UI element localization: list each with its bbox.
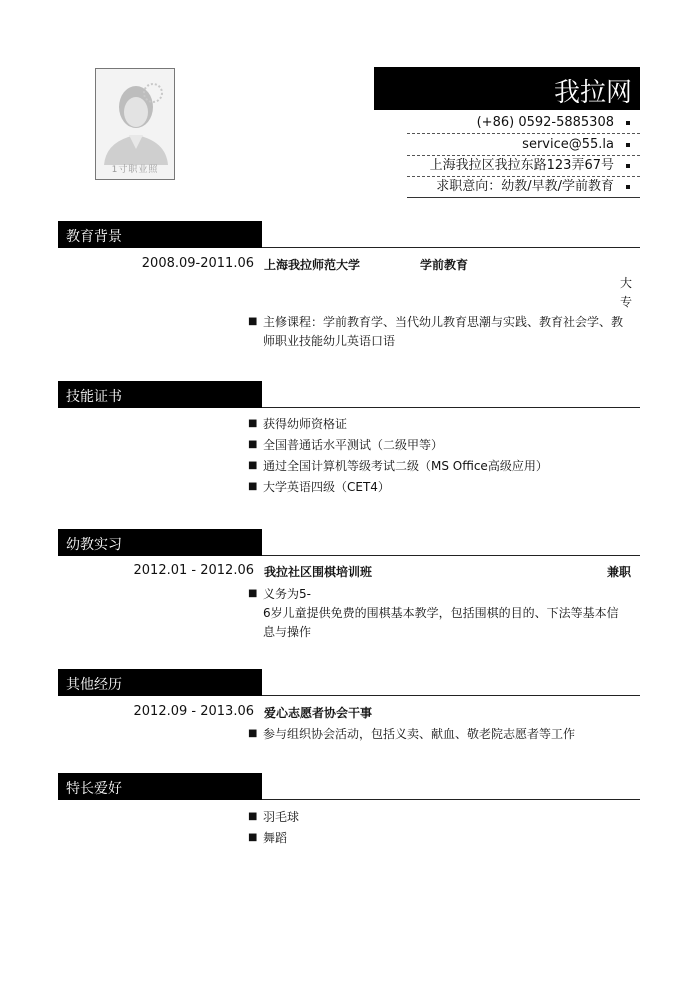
education-date: 2008.09-2011.06 [141,256,254,271]
contact-email-row [407,134,640,156]
skill-item: 通过全国计算机等级考试二级（MS Office高级应用） [263,459,548,473]
skill-item: 获得幼师资格证 [263,417,348,431]
other-date: 2012.09 - 2013.06 [133,704,254,719]
bullet-square-icon [626,185,630,189]
internship-type: 兼职 [607,565,632,579]
section-header-hobbies [58,773,262,800]
degree-char-1: 大 [620,276,633,290]
profile-photo [95,68,175,180]
hobby-item: 舞蹈 [263,831,288,845]
bullet-square-icon: ■ [248,588,258,599]
section-divider [262,247,640,248]
section-divider [262,407,640,408]
section-header-other [58,669,262,696]
bullet-square-icon: ■ [248,728,258,739]
section-header-skills [58,381,262,408]
section-title: 特长爱好 [66,781,122,797]
photo-caption: 1寸职业照 [111,165,159,175]
bullet-square-icon: ■ [248,439,258,450]
section-divider [262,555,640,556]
hobby-item: 羽毛球 [263,810,300,824]
bullet-square-icon: ■ [248,811,258,822]
bullet-square-icon [626,164,630,168]
internship-desc-line-3: 息与操作 [263,625,312,639]
course-line-1: 主修课程：学前教育学、当代幼儿教育思潮与实践、教育社会学、教 [263,315,624,329]
section-header-internship [58,529,262,556]
section-title: 其他经历 [66,677,122,693]
degree-char-2: 专 [620,295,633,309]
skill-item: 大学英语四级（CET4） [263,480,390,494]
bullet-square-icon: ■ [248,460,258,471]
job-intention-row [407,176,640,198]
education-major: 学前教育 [420,258,469,272]
bullet-square-icon: ■ [248,832,258,843]
internship-org: 我拉社区围棋培训班 [264,565,373,579]
bullet-square-icon: ■ [248,316,258,327]
section-header-education [58,221,262,248]
bullet-square-icon [626,121,630,125]
internship-desc-line-2: 6岁儿童提供免费的围棋基本教学，包括围棋的目的、下法等基本信 [263,606,619,620]
internship-desc-line-1: 义务为5- [263,587,311,601]
name-banner [374,67,640,110]
section-divider [262,695,640,696]
internship-date: 2012.01 - 2012.06 [133,563,254,578]
contact-phone: (+86) 0592-5885308 [476,115,614,130]
other-desc: 参与组织协会活动，包括义卖、献血、敬老院志愿者等工作 [263,727,576,741]
contact-phone-row [407,112,640,134]
school-name: 上海我拉师范大学 [264,258,361,272]
contact-email: service@55.la [522,137,614,152]
section-title: 技能证书 [66,389,122,405]
course-line-2: 师职业技能幼儿英语口语 [263,334,396,348]
section-title: 幼教实习 [66,537,122,553]
section-divider [262,799,640,800]
job-intention: 求职意向：幼教/早教/学前教育 [436,179,614,194]
candidate-name: 我拉网 [553,78,632,108]
bullet-square-icon [626,143,630,147]
bullet-square-icon: ■ [248,418,258,429]
contact-address: 上海我拉区我拉东路123弄67号 [429,158,614,173]
section-title: 教育背景 [66,229,122,245]
contact-address-row [407,155,640,177]
skill-item: 全国普通话水平测试（二级甲等） [263,438,444,452]
bullet-square-icon: ■ [248,481,258,492]
other-role: 爱心志愿者协会干事 [264,706,373,720]
